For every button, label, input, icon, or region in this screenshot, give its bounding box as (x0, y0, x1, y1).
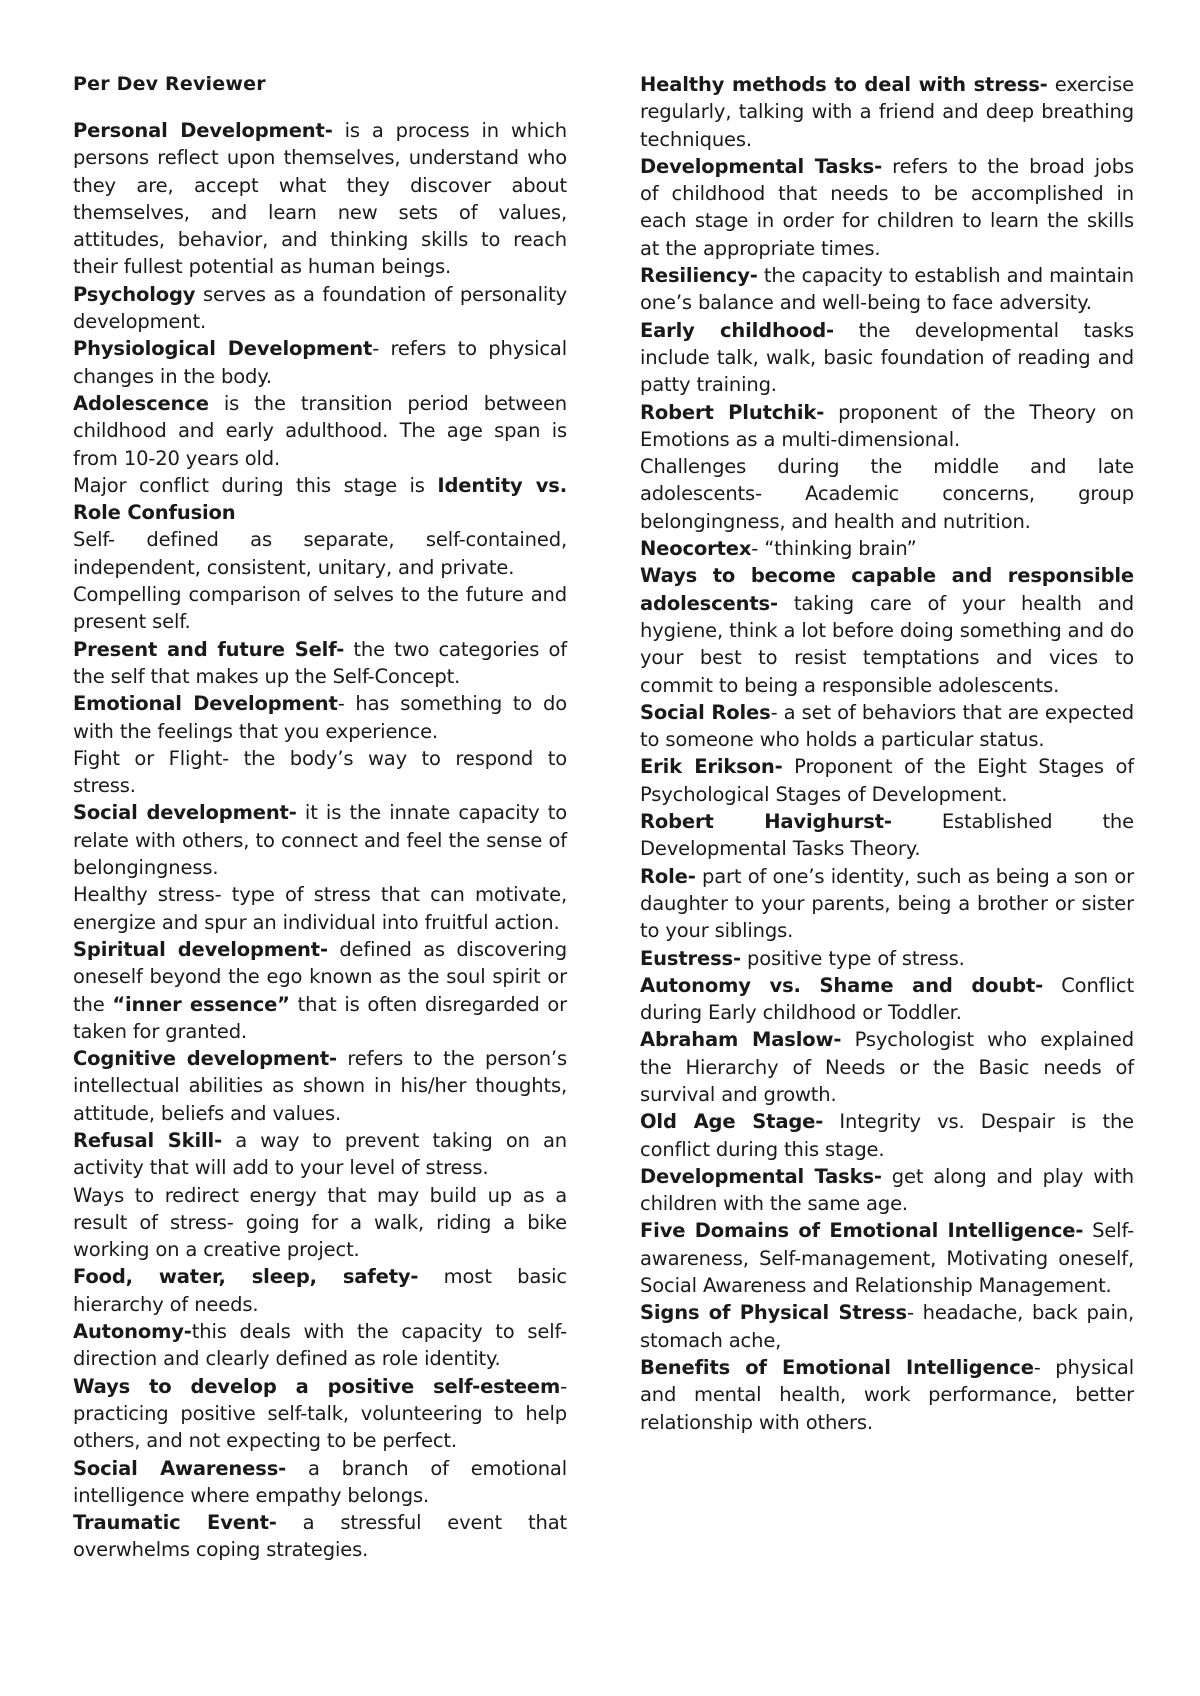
definition-text: Psychologist who explained the Hierarchy of Needs or the Basic needs of survival and growth. (640, 1028, 1134, 1106)
definition-term: Benefits of Emotional Intelligence (640, 1355, 1034, 1379)
definition-term: Refusal Skill- (73, 1128, 223, 1152)
definition-text: Conflict during Early childhood or Toddler. (640, 973, 1134, 1025)
definition-entry (640, 262, 1134, 317)
definition-entry (640, 1299, 1134, 1354)
definition-term: Role- (640, 864, 696, 888)
definition-term: “inner essence” (112, 992, 290, 1016)
definition-entry (73, 390, 567, 472)
definition-term: Erik Erikson- (640, 755, 783, 779)
definition-text: a way to prevent taking on an activity that will add to your level of stress. (73, 1128, 568, 1180)
definition-entry (73, 335, 567, 390)
definition-text: - “thinking brain” (751, 537, 917, 561)
right-column (640, 71, 1134, 1436)
definition-entry (640, 1108, 1134, 1163)
definition-term: Five Domains of Emotional Intelligence- (640, 1219, 1084, 1243)
definition-text: this deals with the capacity to self-direction and clearly defined as role identity. (73, 1320, 567, 1371)
definition-text: is a process in which persons reflect upon themselves, understand who they are, accept what they discover about themselves, and learn new sets of values, attitudes, behavior, and thinking skills to reach their fullest potential as human beings. (73, 119, 567, 279)
definition-text: proponent of the Theory on Emotions as a multi-dimensional. (640, 400, 1134, 451)
definition-term: Traumatic Event- (73, 1511, 277, 1535)
definition-entry (73, 1509, 567, 1564)
definition-term: Early childhood- (640, 318, 834, 342)
definition-entry (73, 1373, 567, 1455)
definition-text: Major conflict during this stage is (73, 473, 438, 497)
definition-entry (640, 153, 1134, 262)
definition-text: - has something to do with the feelings that you experience. (73, 692, 567, 743)
definition-text: a branch of emotional intelligence where empathy belongs. (73, 1456, 567, 1507)
definition-entry (73, 1127, 567, 1182)
left-column (73, 71, 567, 1564)
definition-text: Healthy stress- type of stress that can motivate, energize and spur an individual into fruitful action. (73, 883, 567, 934)
definition-entry (640, 1354, 1134, 1436)
definition-term: Personal Development- (73, 119, 333, 142)
definition-term: Psychology (73, 282, 196, 306)
definition-entry (73, 936, 567, 1045)
definition-text: Proponent of the Eight Stages of Psychological Stages of Development. (640, 755, 1134, 806)
definition-entry (640, 945, 1134, 972)
definition-text: that is often disregarded or taken for granted. (73, 992, 567, 1043)
definition-entry (640, 1217, 1134, 1299)
definition-text: taking care of your health and hygiene, think a lot before doing something and do your best to resist temptations and vices to commit to being a responsible adolescents. (640, 591, 1134, 697)
definition-entry (640, 562, 1134, 698)
definition-entry (640, 399, 1134, 454)
definition-entry (73, 1455, 567, 1510)
definition-text: Ways to redirect energy that may build up as a result of stress- going for a walk, riding a bike working on a creative project. (73, 1183, 567, 1262)
definition-entry (73, 799, 567, 881)
definition-term: Healthy methods to deal with stress- (640, 73, 1048, 96)
definition-term: Food, water, sleep, safety- (73, 1265, 419, 1289)
definition-term: Neocortex (640, 537, 752, 561)
definition-term: Spiritual development- (73, 937, 328, 961)
definition-entry (640, 863, 1134, 945)
definition-text: exercise regularly, talking with a friend and deep breathing techniques. (640, 73, 1134, 151)
definition-entry (73, 117, 567, 281)
definition-entry (640, 699, 1134, 754)
definition-text: - physical and mental health, work performance, better relationship with others. (640, 1355, 1134, 1434)
definition-text: Integrity vs. Despair is the conflict during this stage. (640, 1110, 1134, 1161)
definition-entry (73, 1045, 567, 1127)
definition-text: Self- defined as separate, self-contained, independent, consistent, unitary, and private. (73, 528, 567, 579)
definition-text: most basic hierarchy of needs. (73, 1265, 567, 1316)
definition-entry (640, 753, 1134, 808)
left-entries (73, 117, 567, 1564)
definition-text: - practicing positive self-talk, volunteering to help others, and not expecting to be perfect. (73, 1374, 567, 1453)
definition-term: Old Age Stage- (640, 1110, 824, 1134)
definition-text: refers to the person’s intellectual abilities as shown in his/her thoughts, attitude, beliefs and values. (73, 1047, 567, 1125)
definition-entry (640, 808, 1134, 863)
definition-entry (640, 71, 1134, 153)
definition-text: - headache, back pain, stomach ache, (640, 1301, 1134, 1352)
definition-term: Physiological Development (73, 337, 373, 361)
definition-entry (73, 881, 567, 936)
definition-entry (640, 972, 1134, 1027)
definition-term: Signs of Physical Stress (640, 1301, 907, 1325)
definition-text: the developmental tasks include talk, walk, basic foundation of reading and patty training. (640, 318, 1134, 397)
definition-term: Identity vs. Role Confusion (73, 473, 567, 525)
definition-term: Abraham Maslow- (640, 1028, 842, 1052)
definition-term: Eustress- (640, 946, 741, 970)
definition-term: Ways to become capable and responsible adolescents- (640, 564, 1134, 615)
definition-text: - refers to physical changes in the body. (73, 337, 568, 388)
definition-entry (640, 1163, 1134, 1218)
definition-term: Developmental Tasks- (640, 1164, 882, 1188)
definition-text: Self-awareness, Self-management, Motivating oneself, Social Awareness and Relationship Management. (640, 1219, 1134, 1298)
definition-term: Developmental Tasks- (640, 154, 883, 178)
definition-term: Autonomy vs. Shame and doubt- (640, 973, 1044, 997)
document-title: Per Dev Reviewer (73, 73, 266, 95)
definition-term: Autonomy- (73, 1320, 192, 1344)
definition-text: it is the innate capacity to relate with others, to connect and feel the sense of belongingness. (73, 801, 567, 880)
definition-entry (73, 1182, 567, 1264)
definition-text: - a set of behaviors that are expected to someone who holds a particular status. (640, 700, 1135, 752)
definition-entry (73, 472, 567, 527)
definition-entry (640, 535, 1134, 562)
definition-term: Ways to develop a positive self-esteem (73, 1374, 561, 1398)
definition-entry (73, 1318, 567, 1373)
definition-term: Robert Plutchik- (640, 400, 825, 424)
definition-text: defined as discovering oneself beyond the ego known as the soul spirit or the (73, 937, 567, 1016)
definition-entry (73, 1263, 567, 1318)
definition-term: Present and future Self- (73, 637, 345, 661)
definition-text: Compelling comparison of selves to the future and present self. (73, 583, 567, 634)
definition-term: Cognitive development- (73, 1047, 337, 1071)
definition-text: Challenges during the middle and late adolescents- Academic concerns, group belongingness, and health and nutrition. (640, 455, 1134, 533)
definition-entry (640, 453, 1134, 535)
right-entries (640, 71, 1134, 1436)
definition-text: the capacity to establish and maintain one’s balance and well-being to face adversity. (640, 264, 1134, 315)
definition-text: positive type of stress. (740, 946, 965, 970)
definition-term: Social Roles (640, 700, 771, 724)
definition-term: Adolescence (73, 391, 209, 415)
definition-entry (73, 636, 567, 691)
definition-term: Social Awareness- (73, 1456, 287, 1480)
definition-entry (73, 281, 567, 336)
definition-entry (73, 745, 567, 800)
definition-term: Social development- (73, 801, 297, 825)
definition-text: part of one’s identity, such as being a son or daughter to your parents, being a brother or sister to your siblings. (640, 864, 1134, 943)
definition-text: Established the Developmental Tasks Theory. (640, 810, 1134, 861)
definition-entry (73, 581, 567, 636)
definition-text: serves as a foundation of personality development. (73, 282, 567, 334)
definition-text: is the transition period between childhood and early adulthood. The age span is from 10-20 years old. (73, 391, 567, 470)
definition-entry (73, 690, 567, 745)
definition-text: a stressful event that overwhelms coping strategies. (73, 1511, 567, 1562)
definition-entry (73, 526, 567, 581)
definition-text: refers to the broad jobs of childhood that needs to be accomplished in each stage in order for children to learn the skills at the appropriate times. (640, 154, 1134, 260)
definition-text: get along and play with children with the same age. (640, 1164, 1134, 1216)
definition-term: Resiliency- (640, 264, 758, 288)
definition-text: Fight or Flight- the body’s way to respond to stress. (73, 746, 567, 798)
definition-text: the two categories of the self that makes up the Self-Concept. (73, 637, 567, 688)
definition-term: Emotional Development (73, 692, 338, 716)
definition-entry (640, 317, 1134, 399)
definition-term: Robert Havighurst- (640, 810, 892, 834)
definition-entry (640, 1026, 1134, 1108)
